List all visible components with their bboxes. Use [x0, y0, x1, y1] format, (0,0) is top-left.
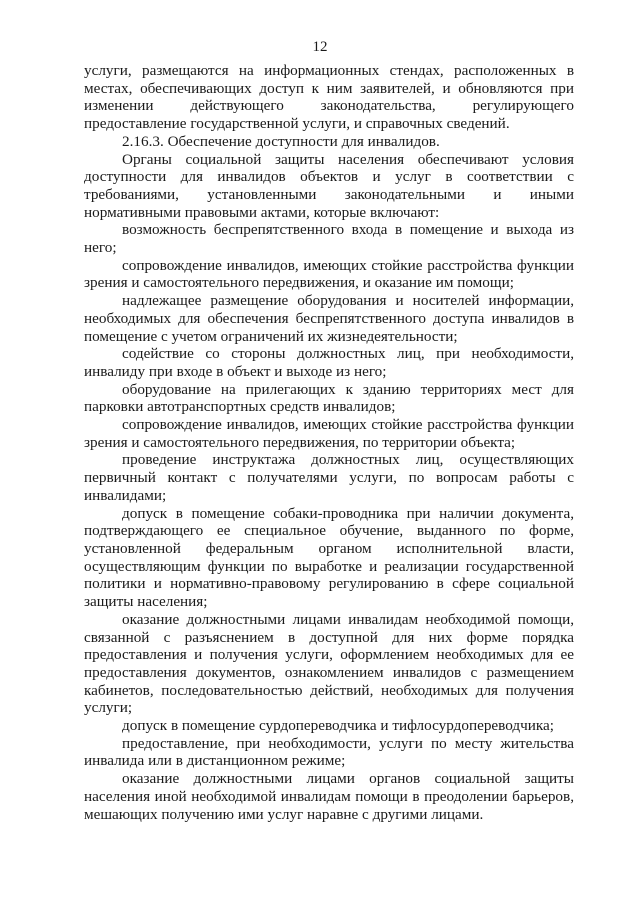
- list-item: оказание должностными лицами инвалидам необходимой помощи, связанной с разъяснением в доступной для них форме порядка предоставления и получения услуги, оформлением необходимых для ее предоставления документов, ознакомлением инвалидов с размещением кабинетов, последовательностью действий, необходимых для получения услуги;: [84, 610, 574, 717]
- document-body: [84, 62, 574, 823]
- list-item: надлежащее размещение оборудования и носителей информации, необходимых для обеспечения беспрепятственного доступа инвалидов в помещение с учетом ограничений их жизнедеятельности;: [84, 292, 574, 345]
- page-number: 12: [312, 39, 328, 55]
- list-item: допуск в помещение сурдопереводчика и тифлосурдопереводчика;: [122, 717, 554, 735]
- list-item: возможность беспрепятственного входа в помещение и выхода из него;: [84, 221, 574, 257]
- list-item: предоставление, при необходимости, услуги по месту жительства инвалида или в дистанционном режиме;: [84, 734, 574, 770]
- list-item: сопровождение инвалидов, имеющих стойкие расстройства функции зрения и самостоятельного передвижения, и оказание им помощи;: [84, 256, 574, 292]
- list-item: оказание должностными лицами органов социальной защиты населения иной необходимой инвалидам помощи в преодолении барьеров, мешающих получению ими услуг наравне с другими лицами.: [84, 770, 574, 823]
- list-item: сопровождение инвалидов, имеющих стойкие расстройства функции зрения и самостоятельного передвижения, по территории объекта;: [84, 416, 574, 451]
- list-item: допуск в помещение собаки-проводника при наличии документа, подтверждающего ее специальное обучение, выданного по форме, установленной федеральным органом исполнительной власти, осуществляющим функции по выработке и реализации государственной политики и нормативно-правовому регулированию в сфере социальной защиты населения;: [84, 504, 574, 611]
- paragraph-continuation: услуги, размещаются на информационных стендах, расположенных в местах, обеспечивающих доступ к ним заявителей, и обновляются при изменении действующего законодательства, регулирующего предоставление государственной услуги, и справочных сведений.: [84, 62, 574, 133]
- section-heading-2-16-3: 2.16.3. Обеспечение доступности для инвалидов.: [122, 132, 440, 150]
- paragraph-intro: Органы социальной защиты населения обеспечивают условия доступности для инвалидов объектов и услуг в соответствии с требованиями, установленными законодательными и иными нормативными правовыми актами, которые включают:: [84, 150, 574, 221]
- list-item: оборудование на прилегающих к зданию территориях мест для парковки автотранспортных средств инвалидов;: [84, 380, 574, 416]
- list-item: проведение инструктажа должностных лиц, осуществляющих первичный контакт с получателями услуги, по вопросам работы с инвалидами;: [84, 451, 574, 504]
- list-item: содействие со стороны должностных лиц, при необходимости, инвалиду при входе в объект и выходе из него;: [84, 345, 574, 380]
